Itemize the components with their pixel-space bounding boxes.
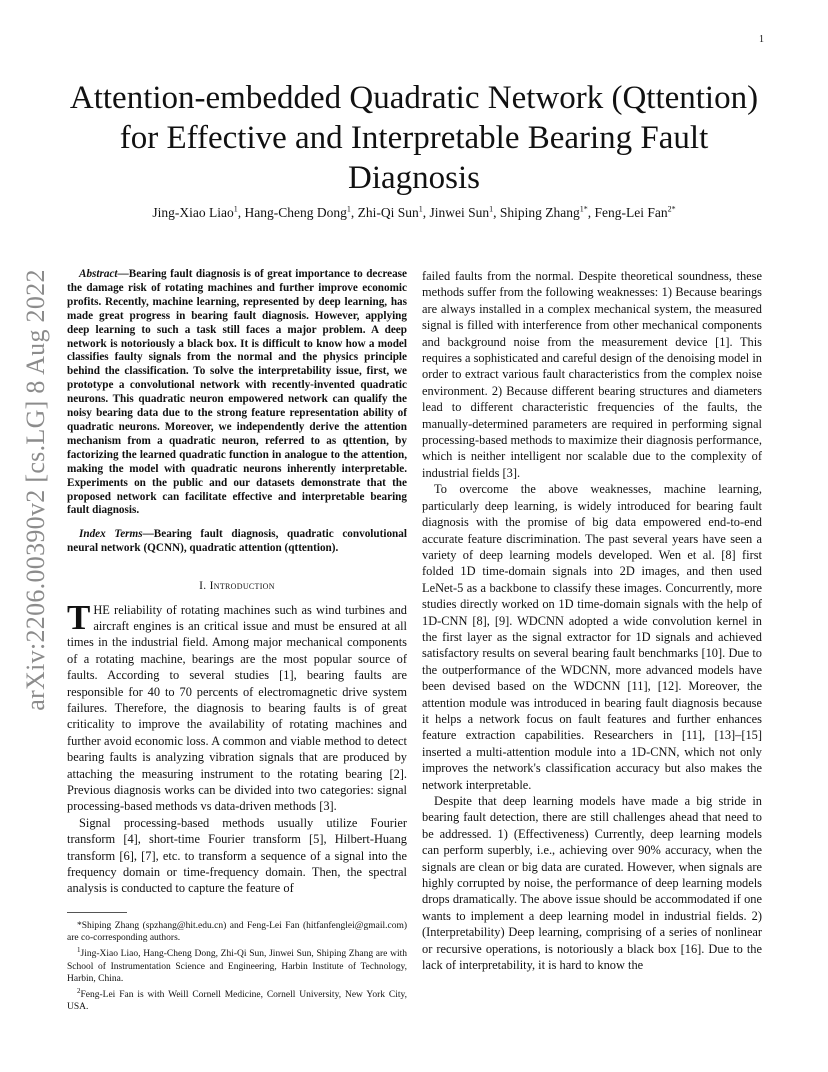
footnotes (67, 920, 407, 1017)
author-list: Jing-Xiao Liao$^1$, Hang-Cheng Dong$^1$, Zhi-Qi Sun$^1$, Jinwei Sun$^1$, Shiping Zhang$^{1*}$, Feng-Lei Fan$^{2*}$ (152, 204, 676, 220)
author: Hang-Cheng Dong$^1$ (244, 204, 351, 220)
body-paragraph-2: To overcome the above weaknesses, machine learning, particularly deep learning, is widely introduced for bearing fault diagnosis with the promise of big data empowered end-to-end accurate feature discrimination. The past several years have seen a variety of deep learning models developed. Wen et al. [8] first folded 1D time-domain signals into 2D images, and then used LeNet-5 as a backbone to classify these images. Concurrently, more studies directly worked on 1D time-domain signals with the help of 1D-CNN [8], [9]. WDCNN adopted a wide convolution kernel in the first layer as the signal extractor for 1D signals and achieved satisfactory results on several bearing fault benchmarks [10]. Due to the outperformance of the WDCNN, more advanced models have been devised based on the WDCNN [11], [12]. Moreover, the attention module was introduced in bearing fault diagnosis because it helps a network focus on fault features and further enhances feature extraction capabilities. Researchers in [11], [13]–[15] inserted a multi-attention module into a 1D-CNN, which not only improves the network's classification accuracy but also makes the network interpretable. (422, 482, 762, 792)
intro-paragraph-1: THE reliability of rotating machines such as wind turbines and aircraft engines is an critical issue and must be ensured at all times in the industrial field. Among major mechanical components of a rotating machine, bearings are the most popular source of faults. According to several studies [1], bearing faults are responsible for 40 to 70 percents of electromagnetic drive system failures. Therefore, the diagnosis to bearing faults is of great criticality to improve the availability of rotating machines and further avoid economic loss. A common and viable method to detect bearing faults is analyzing vibration signals that are produced by attaching the measuring instrument to the rotating bearing [2]. Previous diagnosis works can be divided into two categories: signal processing-based methods vs data-driven methods [3]. (67, 597, 407, 814)
arxiv-stamp-text: arXiv:2206.00390v2 [cs.LG] 8 Aug 2022 (21, 269, 50, 711)
footnote-affiliation-2: $^2$Feng-Lei Fan is with Weill Cornell Medicine, Cornell University, New York City, USA. (67, 986, 407, 1013)
author: Feng-Lei Fan$^{2*}$ (594, 204, 676, 220)
arxiv-stamp (16, 269, 56, 711)
page-number: 1 (759, 34, 764, 45)
abstract (67, 268, 407, 518)
abstract-text: —Bearing fault diagnosis is of great importance to decrease the damage risk of rotating machines and further improve economic profits. Recently, machine learning, represented by deep learning, has made great progress in bearing fault diagnosis. However, applying deep learning to such a task still faces a major problem. A deep network is notoriously a black box. It is difficult to know how a model classifies faulty signals from the normal and the physics principle behind the classification. To solve the interpretability issue, first, we prototype a convolutional network with recently-invented quadratic neurons. This quadratic neuron empowered network can qualify the noisy bearing data due to the strong feature representation ability of quadratic neurons. Moreover, we independently derive the attention mechanism from a quadratic neuron, referred to as qttention, by factorizing the learned quadratic function in analogue to the attention, making the model with quadratic neurons inherently interpretable. Experiments on the public and our datasets demonstrate that the proposed network can facilitate effective and interpretable bearing fault diagnosis. (67, 268, 407, 517)
index-terms (67, 528, 407, 556)
author: Zhi-Qi Sun$^1$ (357, 204, 423, 220)
footnote-rule (67, 912, 127, 913)
abstract-label: Abstract (79, 268, 118, 280)
index-terms-text: —Bearing fault diagnosis, quadratic convolutional neural network (QCNN), quadratic attention (qttention). (67, 528, 407, 555)
author: Jinwei Sun$^1$ (429, 204, 494, 220)
section-heading-introduction: I. Introduction (199, 580, 275, 593)
paper-title: Attention-embedded Quadratic Network (Qttention) for Effective and Interpretable Bearing Fault Diagnosis (69, 80, 759, 196)
intro-paragraph-2: Signal processing-based methods usually utilize Fourier transform [4], short-time Fourier transform [5], Hilbert-Huang transform [6], [7], etc. to transform a sequence of a signal into the frequency domain or time-frequency domain. Then, the spectral analysis is conducted to capture the feature of (67, 815, 407, 896)
dropcap: T (67, 597, 91, 637)
author: Shiping Zhang$^{1*}$ (499, 204, 588, 220)
body-paragraph-1: failed faults from the normal. Despite theoretical soundness, these methods suffer from the following weaknesses: 1) Because bearings are always installed in a complex mechanical system, the measured signal is filled with interference from other mechanical components and background noise from the measurement device [1]. This requires a sophisticated and careful design of the denoising model in order to extract various fault characteristics from the complex noise environment. 2) Because different bearing structures and diameters lead to different characteristic frequencies of the faults, the manually-determined parameters are required in performing signal processing-based methods to maximize their diagnosis performance, which is neither intelligent nor scalable due to the complexity of industrial fields [3]. (422, 269, 762, 480)
left-column (67, 268, 407, 897)
body-paragraph-3: Despite that deep learning models have made a big stride in bearing fault detection, there are still challenges ahead that need to be addressed. 1) (Effectiveness) Currently, deep learning models can perform superbly, i.e., achieving over 90% accuracy, when the signals are clean or big data are curated. However, when signals are highly corrupted by noise, the performance of deep learning models drops dramatically. The above issue should be accommodated if one wants to implement a deep learning model in industrial fields. 2) (Interpretability) Deep learning, comprising of a series of nonlinear or recursive operations, is notoriously a black box [16]. Due to the lack of interpretability, it is hard to know the (422, 794, 762, 973)
index-terms-label: Index Terms (79, 528, 143, 541)
right-column (422, 268, 762, 973)
footnote-affiliation-1: $^1$Jing-Xiao Liao, Hang-Cheng Dong, Zhi-Qi Sun, Jinwei Sun, Shiping Zhang are with School of Instrumentation Science and Engineering, Harbin Institute of Technology, Harbin, China. (67, 946, 407, 984)
author: Jing-Xiao Liao$^1$ (152, 204, 238, 220)
footnote-corresponding: *Shiping Zhang (spzhang@hit.edu.cn) and Feng-Lei Fan (hitfanfenglei@gmail.com) are co-corresponding authors. (67, 921, 407, 944)
